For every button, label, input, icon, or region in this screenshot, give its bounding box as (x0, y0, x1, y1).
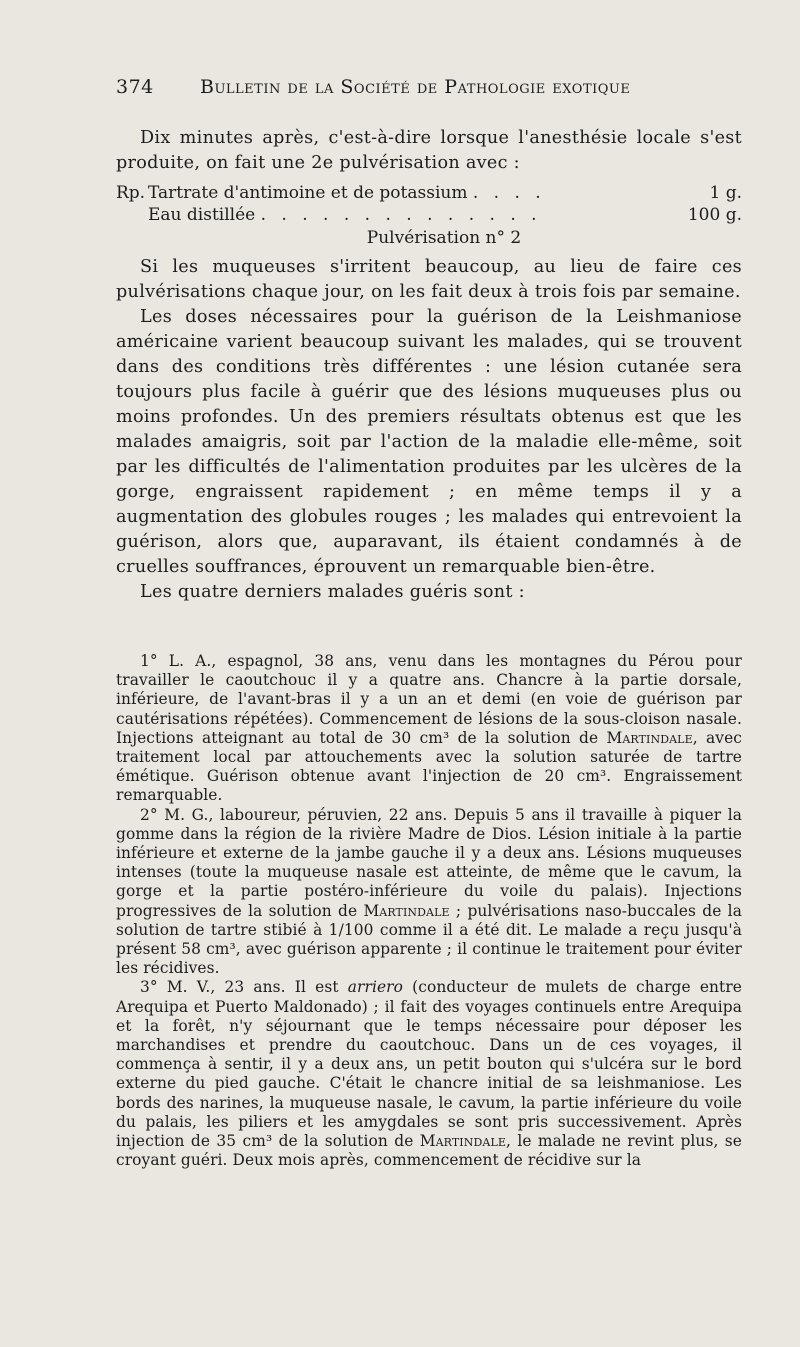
case-reports (116, 652, 742, 1170)
paragraph-pulverisation-frequency: Si les muqueuses s'irritent beaucoup, au lieu de faire ces pulvérisations chaque jour, on les fait deux à trois fois par semaine. (116, 257, 742, 302)
prescription-item: Eau distillée . . . . . . . . . . . . . . (148, 205, 542, 225)
prescription-caption: Pulvérisation n° 2 (366, 228, 522, 248)
author-name: Martindale (419, 1132, 506, 1151)
prescription-quantity: 1 g. (709, 183, 742, 203)
prescription-line (116, 204, 742, 226)
paragraph-intro: Dix minutes après, c'est-à-dire lorsque l'anesthésie locale s'est produite, on fait une 2e pulvérisation avec : (116, 128, 742, 173)
prescription-quantity: 100 g. (687, 205, 742, 225)
author-name: Martindale (363, 901, 450, 920)
case-report-2: 2° M. G., laboureur, péruvien, 22 ans. Depuis 5 ans il travaille à piquer la gomme dans la région de la rivière Madre de Dios. Lésion initiale à la partie inférieure et externe de la jambe gauche il y a deux ans. Lésions muqueuses intenses (toute la muqueuse nasale est atteinte, de même que le cavum, la gorge et la partie postéro-inférieure du voile du palais). Injections progressives de la solution de Martindale ; pulvérisations naso-buccales de la solution de tartre stibié à 1/100 comme il a été dit. Le malade a reçu jusqu'à présent 58 cm³, avec guérison apparente ; il continue le traitement pour éviter les récidives. (116, 805, 742, 978)
running-title: Bulletin de la Société de Pathologie exotique (200, 76, 631, 98)
prescription-label: Rp. (116, 183, 146, 203)
author-name: Martindale (606, 728, 693, 747)
case-report-1: 1° L. A., espagnol, 38 ans, venu dans les montagnes du Pérou pour travailler le caoutchouc il y a quatre ans. Chancre à la partie dorsale, inférieure, de l'avant-bras il y a un an et demi (en voie de guérison par cautérisations répétées). Commencement de lésions de la sous-cloison nasale. Injections atteignant au total de 30 cm³ de la solution de Martindale, avec traitement local par attouchements avec la solution saturée de tartre émétique. Guérison obtenue avant l'injection de 20 cm³. Engraissement remarquable. (116, 652, 742, 805)
page-number: 374 (116, 76, 154, 98)
paragraph-cases-intro: Les quatre derniers malades guéris sont : (140, 582, 525, 602)
case-report-3: 3° M. V., 23 ans. Il est arriero (conducteur de mulets de charge entre Arequipa et Puerto Maldonado) ; il fait des voyages continuels entre Arequipa et la forêt, n'y séjournant que le temps nécessaire pour déposer les marchandises et prendre du caoutchouc. Dans un de ces voyages, il commença à sentir, il y a deux ans, un petit bouton qui s'ulcéra sur le bord externe du pied gauche. C'était le chancre initial de sa leishmaniose. Les bords des narines, la muqueuse nasale, le cavum, la partie inférieure du voile du palais, les piliers et les amygdales se sont pris successivement. Après injection de 35 cm³ de la solution de Martindale, le malade ne revint plus, se croyant guéri. Deux mois après, commencement de récidive sur la (116, 978, 743, 1170)
paragraph-doses: Les doses nécessaires pour la guérison de la Leishmaniose américaine varient beaucoup suivant les malades, qui se trouvent dans des conditions très différentes : une lésion cutanée sera toujours plus facile à guérir que des lésions muqueuses plus ou moins profondes. Un des premiers résultats obtenus est que les malades amaigris, soit par l'action de la maladie elle-même, soit par les difficultés de l'alimentation produites par les ulcères de la gorge, engraissent rapidement ; en même temps il y a augmentation des globules rouges ; les malades qui entrevoient la guérison, alors que, auparavant, ils étaient condamnés à de cruelles souffrances, éprouvent un remarquable bien-être. (116, 307, 742, 577)
main-text (116, 126, 742, 605)
page-header (116, 76, 756, 106)
prescription-line (116, 182, 742, 204)
italic-term: arriero (347, 978, 403, 997)
prescription-item: Tartrate d'antimoine et de potassium . . . . (148, 183, 546, 203)
prescription (116, 182, 742, 249)
